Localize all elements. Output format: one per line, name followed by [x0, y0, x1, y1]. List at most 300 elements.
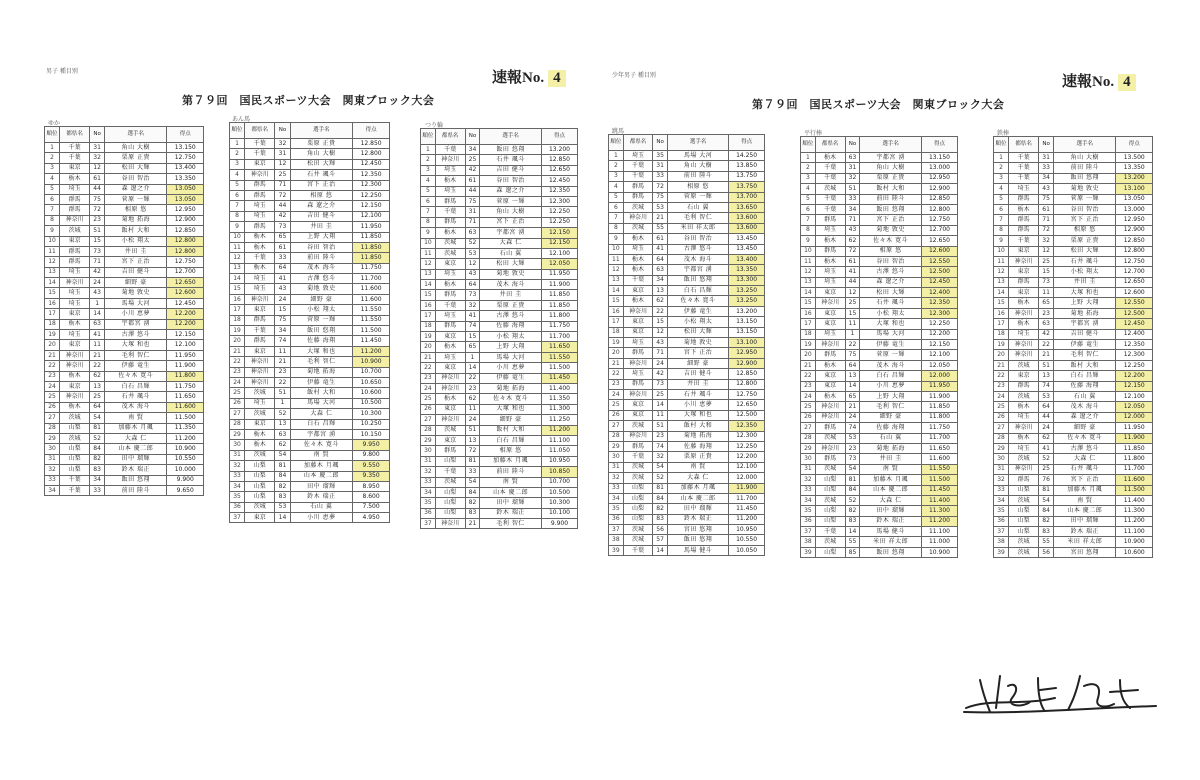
prefecture-cell: 茨城 [815, 184, 845, 194]
number-cell: 62 [90, 371, 105, 381]
number-cell: 34 [275, 326, 290, 336]
prefecture-cell: 神奈川 [1009, 256, 1039, 266]
athlete-name-cell: 相原 悠 [105, 205, 167, 215]
rank-cell: 32 [45, 465, 60, 475]
rank-cell: 26 [994, 412, 1009, 422]
number-cell: 73 [653, 379, 668, 389]
score-cell: 11.850 [541, 300, 577, 310]
athlete-name-cell: 相原 悠 [860, 246, 922, 256]
prefecture-cell: 千葉 [435, 300, 465, 310]
table-row [230, 336, 390, 346]
column-header: No [845, 137, 860, 153]
rank-cell: 28 [609, 431, 624, 441]
rank-cell: 6 [801, 204, 816, 214]
number-cell: 53 [1039, 391, 1054, 401]
athlete-name-cell: 大塚 和也 [1054, 288, 1116, 298]
score-cell: 12.800 [167, 236, 204, 246]
prefecture-cell: 栃木 [623, 296, 653, 306]
athlete-name-cell: 宇都宮 湧 [668, 265, 729, 275]
athlete-name-cell: 角山 大樹 [290, 149, 353, 159]
athlete-name-cell: 石井 颯斗 [480, 155, 542, 165]
table-row [45, 413, 204, 423]
table-row [421, 217, 578, 227]
table-row [994, 153, 1153, 163]
score-cell: 13.600 [729, 213, 765, 223]
athlete-name-cell: 細野 豪 [105, 278, 167, 288]
prefecture-cell: 神奈川 [435, 383, 465, 393]
athlete-name-cell: 菊地 拓海 [290, 367, 353, 377]
score-cell: 11.500 [353, 326, 390, 336]
rank-cell: 1 [421, 145, 436, 155]
athlete-name-cell: 古澤 悠斗 [668, 244, 729, 254]
prefecture-cell: 群馬 [60, 194, 90, 204]
prefecture-cell: 東京 [815, 288, 845, 298]
score-cell: 13.850 [729, 161, 765, 171]
prefecture-cell: 茨城 [245, 450, 275, 460]
table-row [230, 513, 390, 523]
rank-cell: 12 [230, 253, 245, 263]
score-cell: 11.650 [167, 392, 204, 402]
score-cell: 11.850 [353, 253, 390, 263]
athlete-name-cell: 前田 陸斗 [1054, 163, 1116, 173]
athlete-name-cell: 宮下 正治 [860, 215, 922, 225]
prefecture-cell: 神奈川 [60, 392, 90, 402]
prefecture-cell: 栃木 [60, 174, 90, 184]
number-cell: 31 [1039, 153, 1054, 163]
athlete-name-cell: 南 賢 [290, 450, 353, 460]
score-cell: 12.750 [921, 215, 957, 225]
athlete-name-cell: 佐々木 寛斗 [1054, 433, 1116, 443]
table-row [45, 298, 204, 308]
athlete-name-cell: 茂木 海斗 [480, 280, 542, 290]
prefecture-cell: 群馬 [623, 182, 653, 192]
table-row [994, 184, 1153, 194]
prefecture-cell: 栃木 [60, 402, 90, 412]
table-row [421, 269, 578, 279]
rank-cell: 29 [994, 443, 1009, 453]
athlete-name-cell: 飯村 大和 [105, 226, 167, 236]
athlete-name-cell: 菊地 拓海 [105, 215, 167, 225]
column-header: 都県名 [1009, 137, 1039, 153]
rank-cell: 13 [421, 269, 436, 279]
rank-cell: 32 [421, 467, 436, 477]
prefecture-cell: 茨城 [623, 473, 653, 483]
table-row [230, 388, 390, 398]
athlete-name-cell: 白石 昌輝 [290, 419, 353, 429]
prefecture-cell: 山梨 [1009, 516, 1039, 526]
table-row [45, 194, 204, 204]
score-cell: 12.500 [921, 267, 957, 277]
table-row [609, 358, 765, 368]
table-row [421, 498, 578, 508]
table-row [801, 547, 958, 557]
number-cell: 51 [275, 388, 290, 398]
column-header: 都県名 [60, 127, 90, 143]
athlete-name-cell: 佐藤 海翔 [480, 321, 542, 331]
rank-cell: 14 [421, 280, 436, 290]
score-cell: 12.050 [541, 259, 577, 269]
prefecture-cell: 群馬 [1009, 225, 1039, 235]
athlete-name-cell: 菊地 敦史 [1054, 184, 1116, 194]
athlete-name-cell: 前田 陸斗 [290, 253, 353, 263]
table-row [801, 350, 958, 360]
number-cell: 25 [845, 298, 860, 308]
column-header: 順位 [45, 127, 60, 143]
rank-cell: 27 [994, 423, 1009, 433]
prefecture-cell: 茨城 [1009, 391, 1039, 401]
table-row [609, 421, 765, 431]
rank-cell: 4 [994, 184, 1009, 194]
rank-cell: 14 [801, 288, 816, 298]
number-cell: 52 [275, 409, 290, 419]
number-cell: 1 [275, 398, 290, 408]
prefecture-cell: 茨城 [1009, 454, 1039, 464]
table-row [230, 242, 390, 252]
rank-cell: 39 [609, 545, 624, 555]
rank-cell: 18 [421, 321, 436, 331]
number-cell: 61 [1039, 204, 1054, 214]
athlete-name-cell: 大塚 和也 [668, 410, 729, 420]
rank-cell: 30 [45, 444, 60, 454]
prefecture-cell: 栃木 [815, 236, 845, 246]
prefecture-cell: 栃木 [815, 391, 845, 401]
number-cell: 24 [845, 412, 860, 422]
rank-cell: 12 [609, 265, 624, 275]
number-cell: 81 [1039, 485, 1054, 495]
number-cell: 61 [465, 176, 480, 186]
number-cell: 15 [90, 236, 105, 246]
athlete-name-cell: 山本 慶二郎 [480, 487, 542, 497]
score-cell: 10.250 [353, 419, 390, 429]
number-cell: 44 [465, 186, 480, 196]
number-cell: 72 [845, 246, 860, 256]
table-row [801, 391, 958, 401]
athlete-name-cell: 井田 圭 [480, 290, 542, 300]
score-cell: 12.150 [1116, 381, 1153, 391]
table-row [609, 223, 765, 233]
score-cell: 11.850 [921, 402, 957, 412]
number-cell: 43 [1039, 184, 1054, 194]
rank-cell: 35 [994, 506, 1009, 516]
results-table-horizontal-bar [993, 136, 1153, 558]
score-cell: 11.950 [353, 222, 390, 232]
prefecture-cell: 神奈川 [815, 443, 845, 453]
rank-cell: 13 [801, 277, 816, 287]
athlete-name-cell: 栗原 正貴 [860, 173, 922, 183]
rank-cell: 11 [801, 256, 816, 266]
rank-cell: 25 [609, 400, 624, 410]
prefecture-cell: 栃木 [435, 280, 465, 290]
table-row [994, 547, 1153, 557]
number-cell: 21 [90, 350, 105, 360]
rank-cell: 14 [45, 278, 60, 288]
prefecture-cell: 東京 [1009, 267, 1039, 277]
rank-cell: 13 [609, 275, 624, 285]
table-row [230, 263, 390, 273]
athlete-name-cell: 佐藤 海翔 [668, 441, 729, 451]
number-cell: 25 [90, 392, 105, 402]
athlete-name-cell: 白石 昌輝 [668, 286, 729, 296]
rank-cell: 26 [801, 412, 816, 422]
number-cell: 15 [465, 332, 480, 342]
athlete-name-cell: 毛利 智仁 [668, 213, 729, 223]
prefecture-cell: 千葉 [815, 527, 845, 537]
table-row [45, 423, 204, 433]
rank-cell: 36 [994, 516, 1009, 526]
prefecture-cell: 群馬 [435, 290, 465, 300]
prefecture-cell: 栃木 [1009, 402, 1039, 412]
number-cell: 52 [1039, 454, 1054, 464]
rank-cell: 26 [45, 402, 60, 412]
number-cell: 84 [1039, 506, 1054, 516]
prefecture-cell: 千葉 [623, 275, 653, 285]
rank-cell: 11 [230, 242, 245, 252]
athlete-name-cell: 森 遼之介 [860, 277, 922, 287]
athlete-name-cell: 細野 豪 [480, 415, 542, 425]
number-cell: 84 [90, 444, 105, 454]
prefecture-cell: 茨城 [623, 421, 653, 431]
column-header: No [90, 127, 105, 143]
prefecture-cell: 東京 [623, 286, 653, 296]
number-cell: 61 [845, 256, 860, 266]
table-row [230, 232, 390, 242]
rank-cell: 1 [609, 151, 624, 161]
athlete-name-cell: 飯田 悠翔 [290, 326, 353, 336]
table-row [421, 415, 578, 425]
number-cell: 23 [653, 431, 668, 441]
prefecture-cell: 埼玉 [623, 151, 653, 161]
athlete-name-cell: 大塚 和也 [480, 404, 542, 414]
prefecture-cell: 神奈川 [623, 431, 653, 441]
score-cell: 12.250 [1116, 360, 1153, 370]
number-cell: 23 [845, 443, 860, 453]
score-cell: 12.350 [1116, 340, 1153, 350]
prefecture-cell: 群馬 [60, 205, 90, 215]
score-cell: 12.950 [167, 205, 204, 215]
athlete-name-cell: 馬場 大河 [480, 352, 542, 362]
prefecture-cell: 千葉 [1009, 153, 1039, 163]
number-cell: 74 [653, 441, 668, 451]
prefecture-cell: 群馬 [1009, 194, 1039, 204]
number-cell: 65 [465, 342, 480, 352]
table-row [421, 383, 578, 393]
number-cell: 75 [1039, 194, 1054, 204]
table-row [230, 502, 390, 512]
table-row [421, 300, 578, 310]
table-row [421, 477, 578, 487]
prefecture-cell: 群馬 [815, 423, 845, 433]
athlete-name-cell: 白石 昌輝 [105, 381, 167, 391]
table-row [45, 381, 204, 391]
prefecture-cell: 埼玉 [815, 267, 845, 277]
prefecture-cell: 神奈川 [245, 357, 275, 367]
number-cell: 42 [1039, 329, 1054, 339]
table-row [421, 280, 578, 290]
rank-cell: 24 [421, 383, 436, 393]
athlete-name-cell: 田中 瑠輝 [105, 454, 167, 464]
table-label-vault: 跳馬 [612, 128, 625, 135]
athlete-name-cell: 加藤木 月颯 [290, 461, 353, 471]
number-cell: 51 [465, 425, 480, 435]
table-row [994, 340, 1153, 350]
rank-cell: 6 [609, 202, 624, 212]
number-cell: 14 [845, 381, 860, 391]
number-cell: 13 [845, 371, 860, 381]
prefecture-cell: 東京 [1009, 371, 1039, 381]
rank-cell: 21 [801, 360, 816, 370]
rank-cell: 19 [230, 326, 245, 336]
table-row [801, 360, 958, 370]
rank-cell: 8 [45, 215, 60, 225]
score-cell: 10.150 [353, 429, 390, 439]
prefecture-cell: 埼玉 [435, 269, 465, 279]
table-row [994, 485, 1153, 495]
athlete-name-cell: 石山 翼 [668, 202, 729, 212]
score-cell: 12.300 [921, 308, 957, 318]
number-cell: 43 [90, 288, 105, 298]
athlete-name-cell: 吉田 健斗 [1054, 329, 1116, 339]
prefecture-cell: 神奈川 [245, 367, 275, 377]
rank-cell: 18 [801, 329, 816, 339]
table-row [609, 244, 765, 254]
rank-cell: 11 [994, 256, 1009, 266]
number-cell: 84 [653, 493, 668, 503]
athlete-name-cell: 田中 瑠輝 [480, 498, 542, 508]
prefecture-cell: 東京 [815, 308, 845, 318]
athlete-name-cell: 宮下 正治 [668, 348, 729, 358]
prefecture-cell: 茨城 [60, 433, 90, 443]
number-cell: 15 [1039, 267, 1054, 277]
prefecture-cell: 神奈川 [435, 415, 465, 425]
score-cell: 10.100 [541, 508, 577, 518]
rank-cell: 29 [801, 443, 816, 453]
table-row [801, 402, 958, 412]
rank-cell: 2 [994, 163, 1009, 173]
table-row [421, 342, 578, 352]
rank-cell: 28 [801, 433, 816, 443]
rank-cell: 37 [421, 519, 436, 529]
prefecture-cell: 山梨 [435, 487, 465, 497]
number-cell: 71 [465, 217, 480, 227]
rank-cell: 25 [421, 394, 436, 404]
score-cell: 10.900 [167, 444, 204, 454]
number-cell: 34 [1039, 173, 1054, 183]
rank-cell: 29 [230, 429, 245, 439]
athlete-name-cell: 茂木 海斗 [105, 402, 167, 412]
rank-cell: 23 [994, 381, 1009, 391]
number-cell: 85 [845, 547, 860, 557]
number-cell: 61 [653, 234, 668, 244]
column-header: 都県名 [815, 137, 845, 153]
number-cell: 73 [275, 222, 290, 232]
rank-cell: 3 [230, 159, 245, 169]
athlete-name-cell: 田中 瑠輝 [290, 481, 353, 491]
number-cell: 25 [275, 170, 290, 180]
rank-cell: 16 [230, 294, 245, 304]
table-row [421, 373, 578, 383]
score-cell: 13.250 [729, 286, 765, 296]
score-cell: 13.150 [921, 153, 957, 163]
prefecture-cell: 山梨 [435, 456, 465, 466]
athlete-name-cell: 松田 大輝 [668, 327, 729, 337]
athlete-name-cell: 菊地 拓海 [1054, 308, 1116, 318]
rank-cell: 13 [230, 263, 245, 273]
rank-cell: 30 [994, 454, 1009, 464]
column-header: 得点 [729, 135, 765, 151]
number-cell: 22 [845, 340, 860, 350]
number-cell: 14 [653, 400, 668, 410]
rank-cell: 8 [230, 211, 245, 221]
number-cell: 62 [1039, 433, 1054, 443]
rank-cell: 13 [994, 277, 1009, 287]
number-cell: 53 [465, 248, 480, 258]
athlete-name-cell: 鈴木 瑞正 [105, 465, 167, 475]
athlete-name-cell: 米田 祥太郎 [1054, 537, 1116, 547]
number-cell: 62 [845, 236, 860, 246]
table-row [801, 423, 958, 433]
table-row [45, 288, 204, 298]
table-row [230, 222, 390, 232]
score-cell: 9.350 [353, 471, 390, 481]
rank-cell: 35 [801, 506, 816, 516]
score-cell: 11.450 [541, 373, 577, 383]
number-cell: 44 [1039, 412, 1054, 422]
rank-cell: 14 [994, 288, 1009, 298]
athlete-name-cell: 小川 恵夢 [860, 381, 922, 391]
number-cell: 72 [653, 182, 668, 192]
athlete-name-cell: 古澤 悠斗 [480, 311, 542, 321]
prefecture-cell: 東京 [60, 163, 90, 173]
table-row [994, 204, 1153, 214]
number-cell: 13 [90, 381, 105, 391]
prefecture-cell: 東京 [435, 259, 465, 269]
rank-cell: 11 [421, 248, 436, 258]
prefecture-cell: 栃木 [815, 153, 845, 163]
prefecture-cell: 千葉 [815, 194, 845, 204]
score-cell: 12.600 [167, 288, 204, 298]
table-row [609, 535, 765, 545]
number-cell: 14 [653, 545, 668, 555]
score-cell: 12.550 [1116, 298, 1153, 308]
athlete-name-cell: 宮田 悠翔 [668, 525, 729, 535]
results-table-parallel-bars [800, 136, 958, 558]
column-header: 得点 [921, 137, 957, 153]
score-cell: 11.900 [729, 483, 765, 493]
score-cell: 11.500 [1116, 485, 1153, 495]
prefecture-cell: 千葉 [623, 545, 653, 555]
number-cell: 24 [653, 358, 668, 368]
score-cell: 11.450 [729, 504, 765, 514]
rank-cell: 3 [801, 173, 816, 183]
prefecture-cell: 群馬 [815, 215, 845, 225]
score-cell: 12.700 [167, 267, 204, 277]
rank-cell: 10 [45, 236, 60, 246]
table-row [994, 236, 1153, 246]
score-cell: 11.200 [167, 433, 204, 443]
prefecture-cell: 茨城 [623, 525, 653, 535]
rank-cell: 25 [801, 402, 816, 412]
table-row [994, 256, 1153, 266]
score-cell: 12.850 [921, 194, 957, 204]
table-row [801, 506, 958, 516]
athlete-name-cell: 飯田 悠翔 [480, 145, 542, 155]
table-row [45, 485, 204, 495]
rank-cell: 23 [45, 371, 60, 381]
rank-cell: 19 [45, 330, 60, 340]
rank-cell: 20 [994, 350, 1009, 360]
score-cell: 12.500 [729, 410, 765, 420]
athlete-name-cell: 白石 昌輝 [480, 435, 542, 445]
